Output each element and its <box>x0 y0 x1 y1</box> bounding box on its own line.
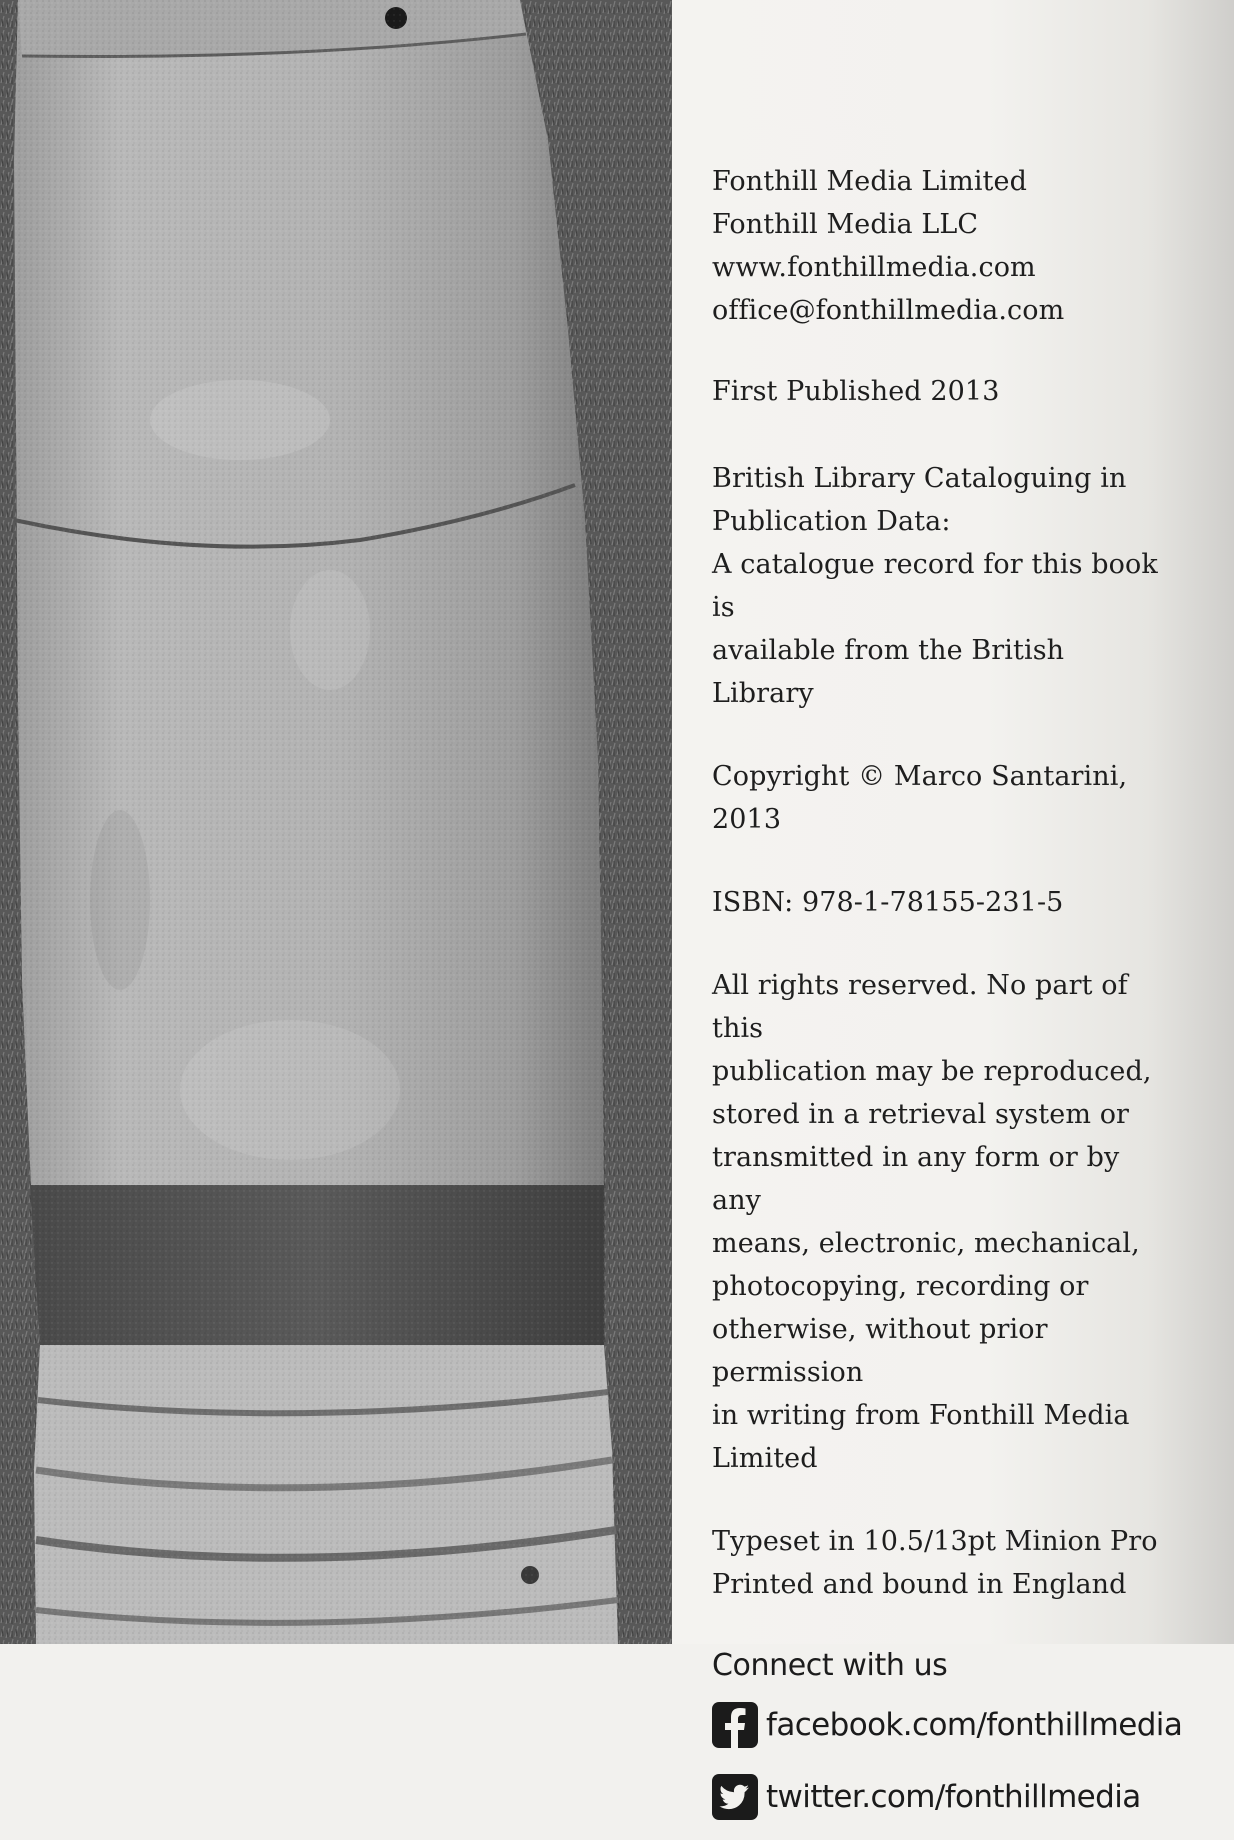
cip-line-3: A catalogue record for this book is <box>712 549 1158 623</box>
rights-line: All rights reserved. No part of this <box>712 970 1128 1044</box>
typeset-info <box>712 1520 1172 1606</box>
rights-line: photocopying, recording or <box>712 1271 1089 1302</box>
publisher-name-us: Fonthill Media LLC <box>712 209 979 240</box>
social-links <box>712 1646 1183 1826</box>
facebook-link <box>712 1696 1183 1754</box>
first-published <box>712 370 1172 413</box>
cip-line-2: Publication Data: <box>712 506 951 537</box>
publisher-website: www.fonthillmedia.com <box>712 252 1036 283</box>
cip-line-1: British Library Cataloguing in <box>712 463 1127 494</box>
twitter-icon <box>712 1774 758 1820</box>
cataloguing-data <box>712 457 1172 715</box>
first-published-line: First Published 2013 <box>712 376 1000 407</box>
facebook-url: facebook.com/fonthillmedia <box>766 1706 1183 1743</box>
rights-line: otherwise, without prior permission <box>712 1314 1048 1388</box>
isbn <box>712 881 1172 924</box>
rights-line: means, electronic, mechanical, <box>712 1228 1140 1259</box>
connect-heading: Connect with us <box>712 1648 948 1683</box>
rights-line: stored in a retrieval system or <box>712 1099 1130 1130</box>
rights-line: Limited <box>712 1443 818 1474</box>
facebook-icon <box>712 1702 758 1748</box>
twitter-url: twitter.com/fonthillmedia <box>766 1778 1141 1815</box>
artillery-shell-photo <box>0 0 672 1644</box>
rights-statement <box>712 964 1172 1480</box>
copyright-line: Copyright © Marco Santarini, 2013 <box>712 761 1128 835</box>
isbn-line: ISBN: 978-1-78155-231-5 <box>712 887 1064 918</box>
printed-line: Printed and bound in England <box>712 1569 1127 1600</box>
rights-line: transmitted in any form or by any <box>712 1142 1120 1216</box>
cip-line-4: available from the British Library <box>712 635 1065 709</box>
typeset-line: Typeset in 10.5/13pt Minion Pro <box>712 1526 1158 1557</box>
copyright-notice <box>712 755 1172 841</box>
rights-line: publication may be reproduced, <box>712 1056 1152 1087</box>
rights-line: in writing from Fonthill Media <box>712 1400 1130 1431</box>
twitter-link <box>712 1768 1172 1826</box>
publisher-name-uk: Fonthill Media Limited <box>712 166 1027 197</box>
publisher-email: office@fonthillmedia.com <box>712 295 1065 326</box>
publisher-details <box>712 160 1172 332</box>
colophon-text <box>712 160 1183 1840</box>
